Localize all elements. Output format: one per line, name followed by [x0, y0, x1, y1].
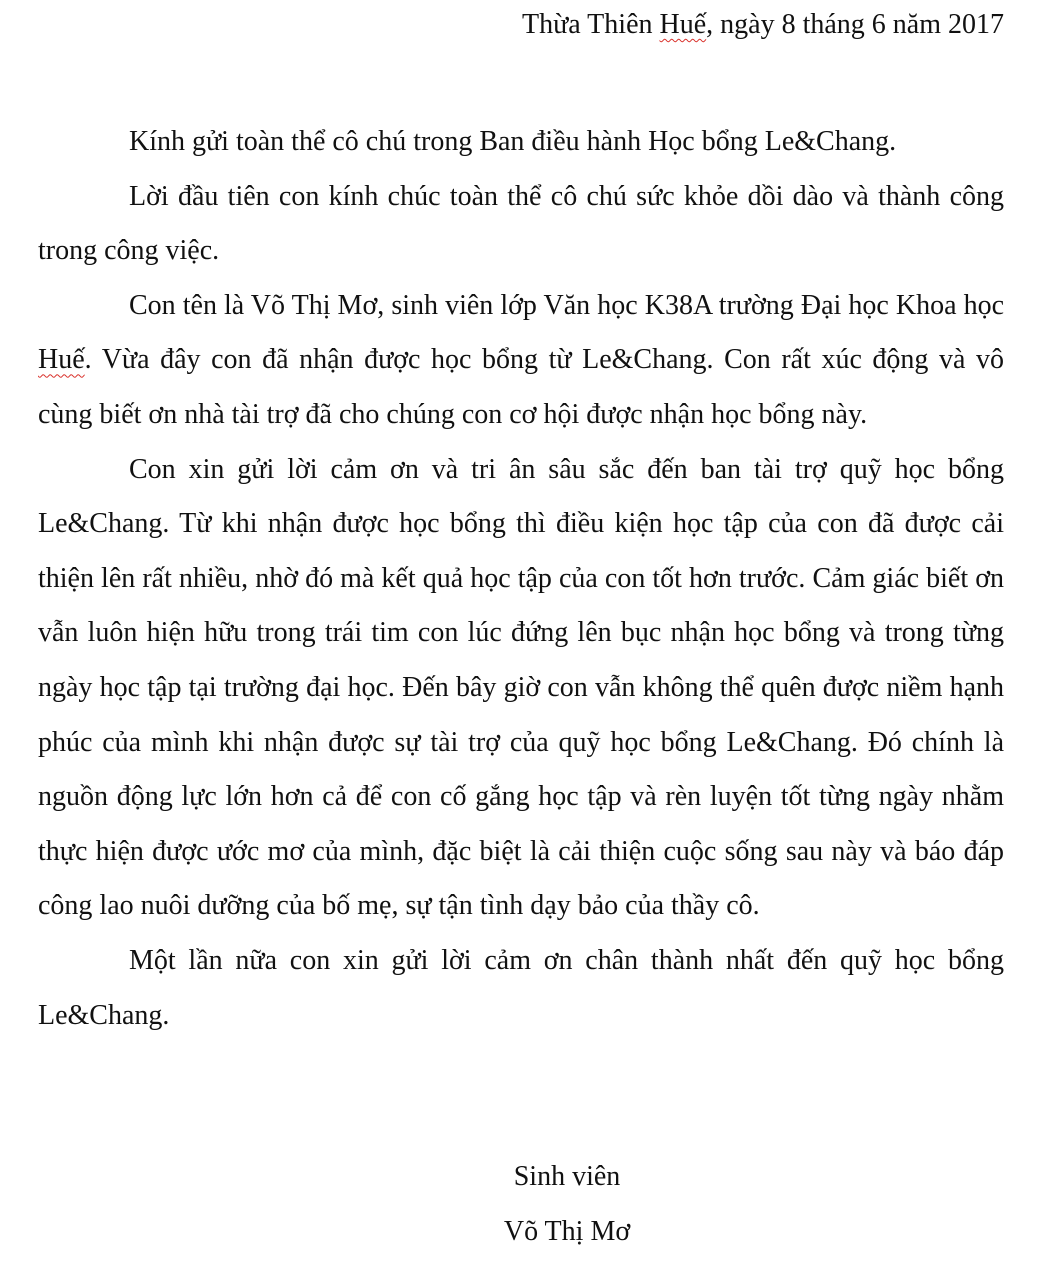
intro-part-1: Con tên là Võ Thị Mơ, sinh viên lớp Văn học K38A trường Đại học Khoa học: [129, 289, 1004, 321]
spellcheck-marked-word: Huế: [38, 344, 85, 376]
date-prefix: Thừa Thiên: [521, 9, 660, 40]
paragraph-wishes: Lời đầu tiên con kính chúc toàn thể cô chú sức khỏe dồi dào và thành công trong công việc.: [38, 180, 1004, 267]
letter-body: [38, 115, 1004, 1043]
intro-part-2: . Vừa đây con đã nhận được học bổng từ Le&Chang. Con rất xúc động và vô cùng biết ơn nhà tài trợ đã cho chúng con cơ hội được nhận học bổng này.: [38, 344, 1004, 430]
date-suffix: , ngày 8 tháng 6 năm 2017: [706, 9, 1004, 40]
signature-title: Sinh viên: [513, 1161, 621, 1192]
signature-name: Võ Thị Mơ: [503, 1216, 631, 1247]
paragraph-introduction: [38, 279, 1004, 443]
date-line: [522, 6, 1004, 44]
paragraph-thanks: Con xin gửi lời cảm ơn và tri ân sâu sắc đến ban tài trợ quỹ học bổng Le&Chang. Từ khi nhận được học bổng thì điều kiện học tập của con đã được cải thiện lên rất nhiều, nhờ đó mà kết quả học tập của con tốt hơn trước. Cảm giác biết ơn vẫn luôn hiện hữu trong trái tim con lúc đứng lên bục nhận học bổng và trong từng ngày học tập tại trường đại học. Đến bây giờ con vẫn không thể quên được niềm hạnh phúc của mình khi nhận được sự tài trợ của quỹ học bổng Le&Chang. Đó chính là nguồn động lực lớn hơn cả để con cố gắng học tập và rèn luyện tốt từng ngày nhằm thực hiện được ước mơ của mình, đặc biệt là cải thiện cuộc sống sau này và báo đáp công lao nuôi dưỡng của bố mẹ, sự tận tình dạy bảo của thầy cô.: [38, 453, 1004, 922]
greeting: Kính gửi toàn thể cô chú trong Ban điều hành Học bổng Le&Chang.: [129, 126, 897, 157]
spellcheck-marked-word: Huế: [659, 9, 707, 40]
paragraph-closing: Một lần nữa con xin gửi lời cảm ơn chân thành nhất đến quỹ học bổng Le&Chang.: [38, 944, 1004, 1031]
